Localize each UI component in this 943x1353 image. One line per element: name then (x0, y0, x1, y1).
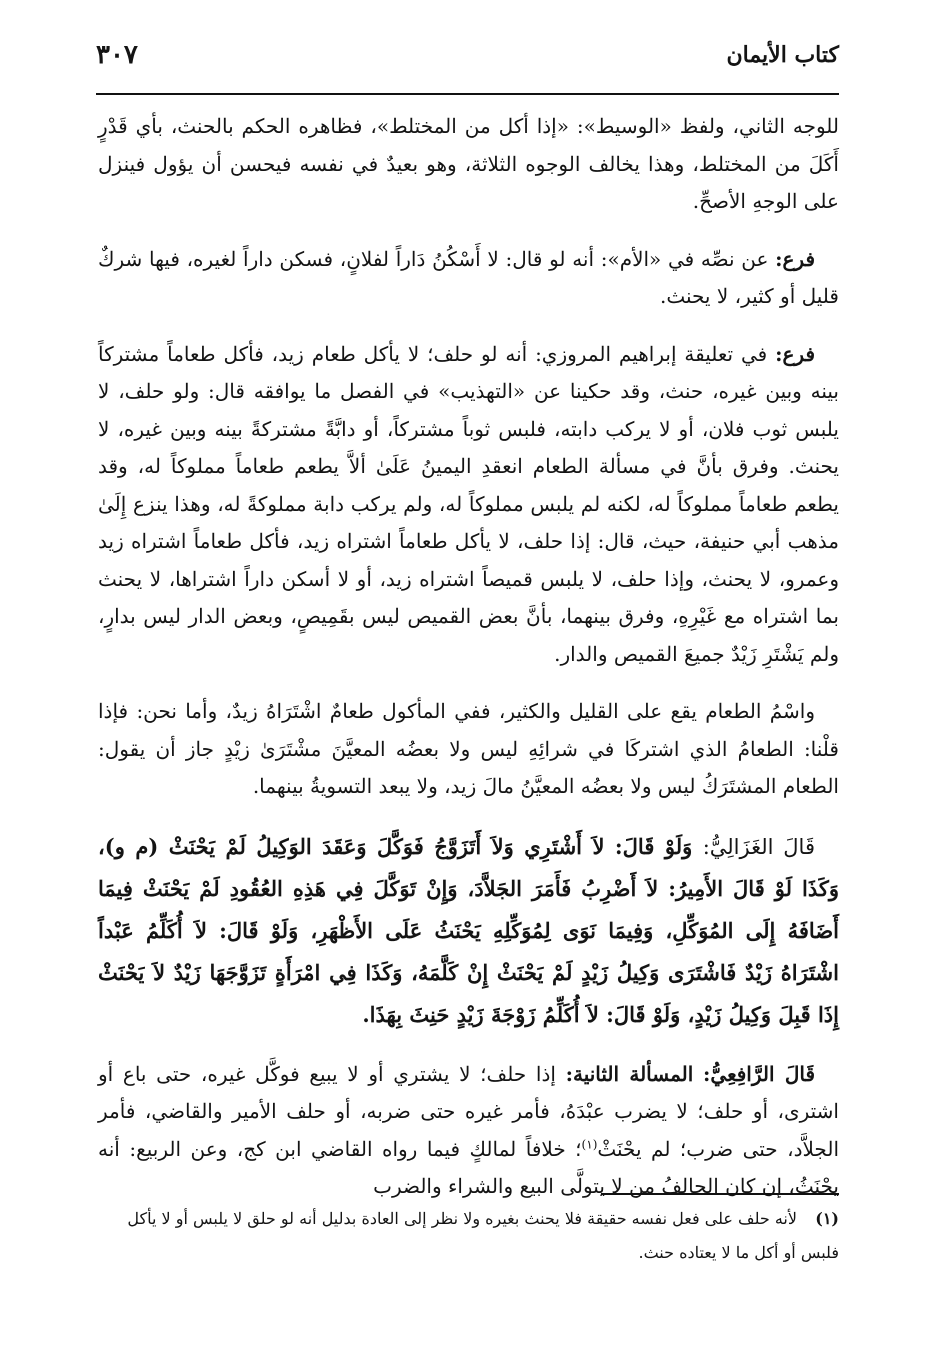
paragraph-text: واسْمُ الطعام يقع على القليل والكثير، ففي المأكول طعامٌ اشْتَرَاهُ زيدٌ، وأما نحن: فإذا قلْنا: الطعامُ الذي اشتركَا في شرائِهِ ليس ولا بعضُه المعيَّنَ مشْتَرَىٰ زيْدٍ جاز أن يقول: الطعام المشتَرَكُ ليس ولا بعضُه المعيَّنُ مالَ زيد، ولا يبعد التسويةُ بينهما. (98, 699, 839, 798)
commentary-text: إذا حلف؛ لا يشتري أو لا يبيع فوكَّل غيره، حتى باع أو اشترى، أو حلف؛ لا يضرب عبْدَهُ، فأمر غيره حتى ضربه، أو حلف الأمير والقاضي، فأمر الجلاَّد، حتى ضرب؛ لم يحْنَثْ (98, 1061, 839, 1161)
running-title: كتاب الأيمان (726, 42, 839, 68)
header-rule (96, 93, 839, 95)
page-number: ٣٠٧ (96, 40, 138, 70)
paragraph-far-2 (98, 336, 839, 674)
rafii-label: قَالَ الرَّافِعِيُّ: (703, 1061, 816, 1086)
paragraph-continuation (98, 108, 839, 221)
page-header (96, 38, 839, 90)
footnote (98, 1202, 839, 1270)
paragraph-text: في تعليقة إبراهيم المروزي: أنه لو حلف؛ لا يأكل طعام زيد، فأكل طعاماً مشتركاً بينه وبين غيره، حنث، وقد حكينا عن «التهذيب» في الفصل ما يوافقه قال: ولو حلف، لا يلبس ثوب فلان، أو لا يركب دابته، فلبس ثوباً مشتركاً، أو دابَّةً مشتركةً بينه وبين غيره، لا يحنث. وفرق بأنَّ في مسألة الطعام انعقدِ اليمينُ عَلَىٰ ألاَّ يطعم طعاماً مملوكاً له، وقد يطعم طعاماً مملوكاً له، لكنه لم يلبس مملوكاً له، ولم يركب دابة مملوكةً له، وهذا ينزع إِلَىٰ مذهب أبي حنيفة، حيث، قال: إذا حلف، لا يأكل طعاماً اشتراه زيد، فأكل طعاماً اشتراه زيد وعمرو، لا يحنث، وإذا حلف، لا يلبس قميصاً اشتراه زيد، أو لا أسكن داراً اشتراها، لا يحنث بما اشتراه مع غَيْرِهِ، وفرق بينهما، بأنَّ بعض القميص ليس بقَمِيصٍ، وبعض الدار ليس بدارٍ، ولم يَشْتَرِ زَيْدٌ جميعَ القميص والدار. (98, 341, 839, 666)
footnote-separator (601, 1193, 839, 1195)
main-text (98, 108, 839, 1226)
footnote-reference[interactable]: (١) (581, 1136, 598, 1151)
rafii-commentary (98, 1056, 839, 1206)
commentary-text-continued: ؛ خلافاً لمالكٍ فيما رواه القاضي ابن كج، وعن الربيع: أنه يحْنَثُ، إن كان الحالفُ من لا يتولَّى البيع والشراء والضرب (98, 1136, 839, 1198)
footnote-text: لأنه حلف على فعل نفسه حقيقة فلا يحنث بغيره ولا نظر إلى العادة بدليل أنه لو حلق لا يلبس أو لا يأكل فلبس أو أكل ما لا يعتاده حنث. (127, 1209, 839, 1262)
paragraph-text: عن نصِّه في «الأم»: أنه لو قال: لا أَسْكُنُ دَاراً لفلانٍ، فسكن داراً لغيره، فيها شركٌ قليل أو كثير، لا يحنث. (98, 246, 839, 308)
quote-text: وَلَوْ قَالَ: لاَ أَشْتَرِي وَلاَ أَتَزَوَّجُ فَوَكَّلَ وَعَقَدَ الوَكِيلُ لَمْ يَحْنَثْ (م و)، وَكَذَا لَوْ قَالَ الأَمِيرُ: لاَ أَضْرِبُ فَأَمَرَ الجَلاَّدَ، وَإِنْ تَوَكَّلَ فِي هَذِهِ العُقُودِ لَمْ يَحْنَثْ فِيمَا أَضَافَهُ إِلَى المُوَكِّلِ، وَفِيمَا نَوَى لِمُوَكِّلِهِ يَحْنَثُ عَلَى الأَظْهَرِ، وَلَوْ قَالَ: لاَ أُكَلِّمُ عَبْداً اشْتَرَاهُ زَيْدٌ فَاشْتَرَى وَكِيلُ زَيْدٍ لَمْ يَحْنَثْ إِنْ كَلَّمَهُ، وَكَذَا فِي امْرَأَةٍ تَزَوَّجَهَا زَيْدٌ لاَ يَحْنَثْ إِذَا قَبِلَ وَكِيلُ زَيْدٍ، وَلَوْ قَالَ: لاَ أُكَلِّمُ زَوْجَةَ زَيْدٍ حَنِثَ بِهَذَا. (98, 833, 839, 1027)
issue-label: المسألة الثانية: (565, 1061, 694, 1086)
ghazali-quote (98, 826, 839, 1036)
paragraph-label: فرع: (775, 246, 816, 271)
paragraph-label: فرع: (775, 341, 816, 366)
footnote-number: (١) (815, 1209, 839, 1228)
paragraph-text: للوجه الثاني، ولفظ «الوسيط»: «إذا أكل من المختلط»، فظاهره الحكم بالحنث، بأي قَدْرٍ أَكَلَ من المختلط، وهذا يخالف الوجوه الثلاثة، وهو بعيدٌ في نفسه فيحسن أن يؤول فينزل على الوجهِ الأصحِّ. (98, 114, 839, 213)
paragraph-name-of-food (98, 693, 839, 806)
quote-lead: قَالَ الغَزَالِيُّ: (702, 834, 815, 859)
paragraph-far-1 (98, 241, 839, 316)
footnotes (98, 1202, 839, 1270)
